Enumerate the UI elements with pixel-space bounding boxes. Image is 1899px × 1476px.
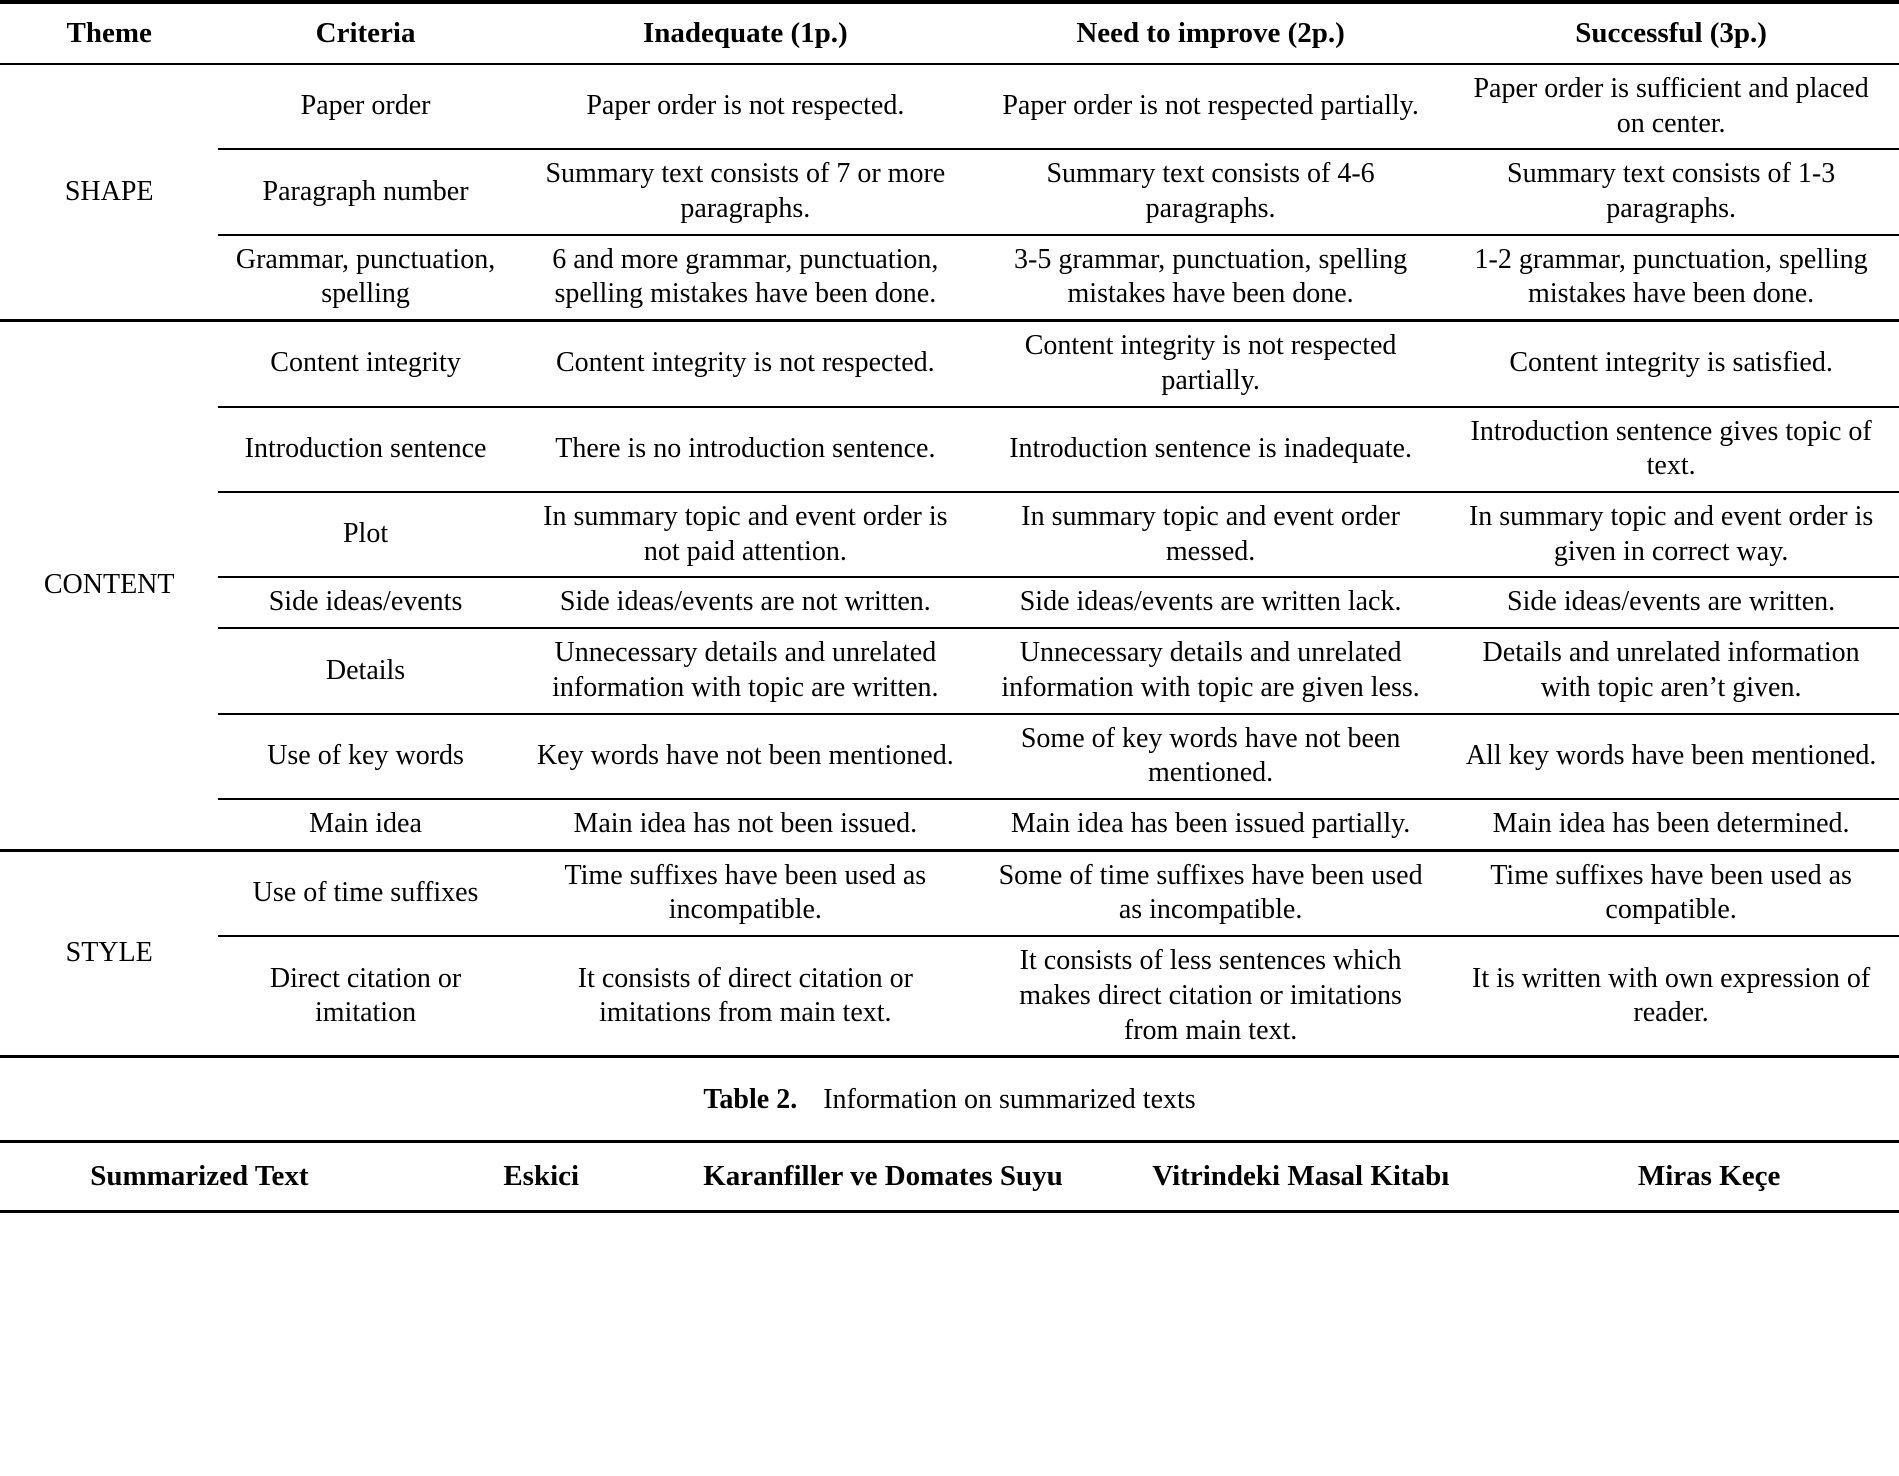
- cell-inadequate: Summary text consists of 7 or more paragraphs.: [513, 149, 978, 234]
- rubric-header-row: [0, 2, 1899, 64]
- cell-successful: Content integrity is satisfied.: [1443, 321, 1899, 407]
- cell-criteria: Side ideas/events: [218, 577, 512, 628]
- cell-successful: Introduction sentence gives topic of text.: [1443, 407, 1899, 492]
- header-vitrindeki: Vitrindeki Masal Kitabı: [1152, 1160, 1450, 1193]
- cell-inadequate: Time suffixes have been used as incompatible.: [513, 850, 978, 936]
- cell-successful: In summary topic and event order is given in correct way.: [1443, 492, 1899, 577]
- header-miras-kece: Miras Keçe: [1637, 1160, 1781, 1193]
- table-row: [0, 628, 1899, 713]
- cell-successful: Summary text consists of 1-3 paragraphs.: [1443, 149, 1899, 234]
- header-karanfiller: Karanfiller ve Domates Suyu: [703, 1160, 1063, 1193]
- cell-successful: Side ideas/events are written.: [1443, 577, 1899, 628]
- header-inadequate: Inadequate (1p.): [513, 2, 978, 64]
- cell-need-to-improve: Paper order is not respected partially.: [978, 64, 1443, 149]
- cell-need-to-improve: Content integrity is not respected partially.: [978, 321, 1443, 407]
- header-need-to-improve: Need to improve (2p.): [978, 2, 1443, 64]
- table-caption-label: Table 2.: [703, 1084, 798, 1116]
- cell-inadequate: Paper order is not respected.: [513, 64, 978, 149]
- cell-need-to-improve: 3-5 grammar, punctuation, spelling mistakes have been done.: [978, 235, 1443, 321]
- header-eskici: Eskici: [503, 1160, 580, 1193]
- table-row: [0, 149, 1899, 234]
- table-row: [0, 407, 1899, 492]
- cell-successful: 1-2 grammar, punctuation, spelling mistakes have been done.: [1443, 235, 1899, 321]
- cell-criteria: Details: [218, 628, 512, 713]
- cell-criteria: Main idea: [218, 799, 512, 850]
- cell-inadequate: There is no introduction sentence.: [513, 407, 978, 492]
- cell-need-to-improve: Main idea has been issued partially.: [978, 799, 1443, 850]
- cell-inadequate: Content integrity is not respected.: [513, 321, 978, 407]
- cell-successful: Paper order is sufficient and placed on center.: [1443, 64, 1899, 149]
- summary-table: [0, 1140, 1899, 1213]
- cell-inadequate: Side ideas/events are not written.: [513, 577, 978, 628]
- cell-inadequate: Unnecessary details and unrelated information with topic are written.: [513, 628, 978, 713]
- cell-criteria: Direct citation or imitation: [218, 936, 512, 1057]
- table-row: [0, 492, 1899, 577]
- table-row: [0, 714, 1899, 799]
- cell-criteria: Paragraph number: [218, 149, 512, 234]
- cell-need-to-improve: Unnecessary details and unrelated information with topic are given less.: [978, 628, 1443, 713]
- cell-inadequate: It consists of direct citation or imitations from main text.: [513, 936, 978, 1057]
- cell-inadequate: Key words have not been mentioned.: [513, 714, 978, 799]
- cell-criteria: Paper order: [218, 64, 512, 149]
- table-row: [0, 321, 1899, 407]
- cell-successful: Main idea has been determined.: [1443, 799, 1899, 850]
- table-row: [0, 936, 1899, 1057]
- table-row: [0, 799, 1899, 850]
- cell-inadequate: 6 and more grammar, punctuation, spelling mistakes have been done.: [513, 235, 978, 321]
- cell-inadequate: Main idea has not been issued.: [513, 799, 978, 850]
- table-row: [0, 577, 1899, 628]
- table-row: [0, 64, 1899, 149]
- header-successful: Successful (3p.): [1443, 2, 1899, 64]
- header-theme: Theme: [0, 2, 218, 64]
- cell-need-to-improve: Some of time suffixes have been used as incompatible.: [978, 850, 1443, 936]
- summary-header-row: [0, 1142, 1899, 1212]
- theme-cell-style: STYLE: [0, 850, 218, 1057]
- header-criteria: Criteria: [218, 2, 512, 64]
- cell-criteria: Introduction sentence: [218, 407, 512, 492]
- cell-need-to-improve: Introduction sentence is inadequate.: [978, 407, 1443, 492]
- cell-successful: Details and unrelated information with topic aren’t given.: [1443, 628, 1899, 713]
- table-caption-text: Information on summarized texts: [823, 1084, 1196, 1116]
- cell-need-to-improve: Side ideas/events are written lack.: [978, 577, 1443, 628]
- cell-criteria: Use of key words: [218, 714, 512, 799]
- cell-need-to-improve: It consists of less sentences which makes direct citation or imitations from main text.: [978, 936, 1443, 1057]
- table-caption: [0, 1058, 1899, 1140]
- header-summarized-text: Summarized Text: [90, 1160, 309, 1193]
- table-row: [0, 235, 1899, 321]
- cell-need-to-improve: Some of key words have not been mentioned.: [978, 714, 1443, 799]
- theme-cell-shape: SHAPE: [0, 64, 218, 321]
- cell-inadequate: In summary topic and event order is not paid attention.: [513, 492, 978, 577]
- theme-cell-content: CONTENT: [0, 321, 218, 851]
- cell-need-to-improve: Summary text consists of 4-6 paragraphs.: [978, 149, 1443, 234]
- cell-successful: It is written with own expression of reader.: [1443, 936, 1899, 1057]
- cell-criteria: Content integrity: [218, 321, 512, 407]
- cell-criteria: Grammar, punctuation, spelling: [218, 235, 512, 321]
- cell-successful: All key words have been mentioned.: [1443, 714, 1899, 799]
- cell-successful: Time suffixes have been used as compatible.: [1443, 850, 1899, 936]
- table-row: [0, 850, 1899, 936]
- cell-criteria: Plot: [218, 492, 512, 577]
- cell-criteria: Use of time suffixes: [218, 850, 512, 936]
- cell-need-to-improve: In summary topic and event order messed.: [978, 492, 1443, 577]
